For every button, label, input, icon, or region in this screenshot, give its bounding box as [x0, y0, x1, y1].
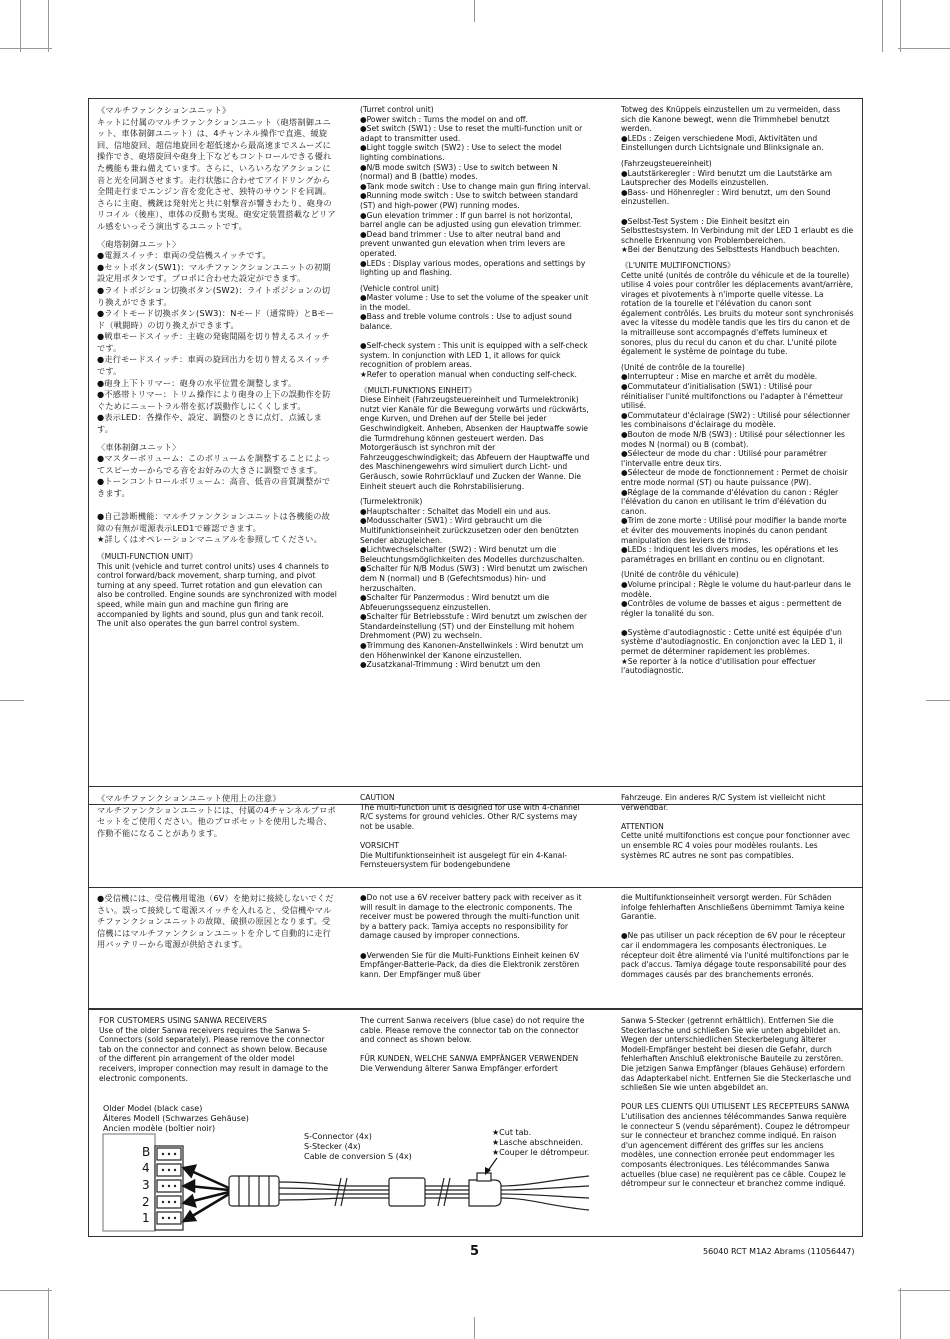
- crop-mark: [926, 700, 950, 701]
- en-vehicle-control: (Vehicle control unit) ●Master volume : Use to set the volume of the speaker unit in the model. ●Bass and treble volume controls : Use to adjust sound balance. ●Self-check system : This unit is equipped with a self-check system. In conjunction with LED 1, it allows for quick recognition of problem areas. ★Refer to operation manual when conducting self-check.: [360, 283, 589, 380]
- older-model-de: Älteres Modell (Schwarzes Gehäuse): [103, 1114, 249, 1123]
- battery-warning-fr-text: die Multifunktionseinheit versorgt werden. Für Schäden infolge fehlerhaften Anschließens übernimmt Tamiya keine Garantie. ●Ne pas utiliser un pack réception de 6V pour le récepteur car il endommagera les composants électroniques. Le récepteur doit être alimenté via l'unité multifonctions par le pack d'accus. Tamiya dégage toute responsabilité pour des dommages causés par des branchements erronés.: [621, 893, 849, 979]
- channel-label: 3: [142, 1178, 150, 1192]
- crop-mark: [898, 1290, 950, 1291]
- channel-label: B: [142, 1145, 151, 1159]
- crop-mark: [882, 0, 883, 52]
- jp-vehicle-control: 〈車体制御ユニット〉 ●マスターボリューム：このボリュームを調整することによってスピーカーからでる音をお好みの大きさに調整できます。 ●トーンコントロールボリューム：高音、低音の音質調整ができます。 ●自己診断機能：マルチファンクションユニットは各機能の故障の有無が電源表示LED1で確認できます。 ★詳しくはオペレーションマニュアルを参照してください。: [97, 441, 331, 545]
- fr-unite-multifonctions: 《L'UNITE MULTIFONCTIONS》 Cette unité (unités de contrôle du véhicule et de la tourelle) utilise 4 voies pour contrôler les déplacements avant/arrière, virages et pivotements à n'importe quelle vitesse. La rotation de la tourelle et l'élévation du canon sont également contrôlés. Les bruits du moteur sont synchronisés avec la vitesse du modèle tandis que les tirs du canon et de la mitrailleuse sont accompagnés d'effets lumineux et sonores, plus du recul du canon et du char. L'unité pilote également le système de pointage du tube.: [621, 260, 854, 357]
- crop-mark: [0, 1290, 52, 1291]
- s-connector-en: S-Connector (4x): [304, 1132, 372, 1141]
- s-connector: [229, 1173, 589, 1210]
- cut-tab-de: ★Lasche abschneiden.: [492, 1138, 584, 1147]
- column-german-french: [621, 105, 854, 797]
- fr-controle-tourelle: (Unité de contrôle de la tourelle) ●Interrupteur : Mise en marche et arrêt du modèle. ●Commutateur d'initialisation (SW1) : Utilisé pour réinitialiser l'unité multifonctions ou l'adapter à l'émetteur utilisé. ●Commutateur d'éclairage (SW2) : Utilisé pour sélectionner les combinaisons d'éclairage du modèle. ●Bouton de mode N/B (SW3) : Utilisé pour sélectionner les modes N (normal) ou B (combat). ●Sélecteur de mode du char : Utilisé pour paramétrer l'intervalle entre deux tirs. ●Sélecteur de mode de fonctionnement : Permet de choisir entre mode normal (ST) ou haute puissance (PW). ●Réglage de la commande d'élévation du canon : Régler l'élévation du canon en utilisant le trim d'élévation du canon. ●Trim de zone morte : Utilisé pour modifier la bande morte et éviter des mouvements inopinés du canon pendant manipulation des leviers de trims. ●LEDs : Indiquent les divers modes, les opérations et les paramétrages en brillant en continu ou en clignotant.: [621, 362, 851, 564]
- fr-controle-vehicule: (Unité de contrôle du véhicule) ●Volume principal : Règle le volume du haut-parleur dans le modèle. ●Contrôles de volume de basses et aigus : permettent de régler la tonalité du son. ●Système d'autodiagnostic : Cette unité est équipée d'un système d'autodiagnostic. En conjonction avec la LED 1, il permet de déterminer rapidement les problèmes. ★Se reporter à la notice d'utilisation pour effectuer l'autodiagnostic.: [621, 570, 851, 676]
- cut-tab-en: ★Cut tab.: [492, 1128, 532, 1137]
- de-multi-funktions-einheit: 《MULTI-FUNKTIONS EINHEIT》 Diese Einheit (Fahrzeugsteuereinheit und Turmelektronik) nutzt vier Kanäle für die Bewegung vorwärts und rückwärts, enge Kurven, und Drehen auf der Stelle bei jeder Geschwindigkeit. Anheben, Absenken der Hauptwaffe sowie die Turmdrehung können gesteuert werden. Das Motorgeräusch ist synchron mit der Fahrzeuggeschwindigkeit; das Abfeuern der Hauptwaffe und des Maschinengewehrs wird simuliert durch Licht- und Geräusch, sowie Rohrrücklauf und Zucken der Wanne. Die Einheit steuert auch die Rohrstabilisierung.: [360, 385, 590, 491]
- de-fahrzeugsteuereinheit: (Fahrzeugsteuereinheit) ●Lautstärkeregler : Wird benutzt um die Lautstärke am Lautsprecher des Modells einzustellen. ●Bass- und Höhenregler : Wird benutzt, um den Sound einzustellen. ●Selbst-Test System : Die Einheit besitzt ein Selbsttestsystem. In Verbindung mit der LED 1 erlaubt es die schnelle Erkennung von Problembereichen. ★Bei der Benutzung des Selbsttests Handbuch beachten.: [621, 158, 854, 255]
- crop-mark: [48, 0, 49, 52]
- crop-mark: [48, 1288, 49, 1339]
- caution-de-fr: [621, 793, 854, 885]
- crop-mark: [0, 48, 52, 49]
- caution-jp-text: 《マルチファンクションユニット使用上の注意》 マルチファンクションユニットには、付属の4チャンネルプロポセットをご使用ください。他のプロポセットを使用した場合、作動不能になることがあります。: [97, 793, 336, 838]
- en-multi-function-unit: 《MULTI-FUNCTION UNIT》 This unit (vehicle and turret control units) uses 4 channels to control forward/back movement, sharp turning, and pivot turning at any speed. Turret rotation and gun elevation can also be controlled. Engine sounds are synchronized with model speed, while main gun and machine gun firing are accompanied by lights and sound, plus gun and tank recoil. The unit also operates the gun barrel control system.: [97, 551, 337, 629]
- s-connector-diagram: [89, 1010, 619, 1236]
- s-connector-de: S-Stecker (4x): [304, 1142, 361, 1151]
- sanwa-en-text: FOR CUSTOMERS USING SANWA RECEIVERS Use of the older Sanwa receivers requires the Sanwa S-Connectors (sold separately). Please remove the connector tab on the connector and connect as shown below. Because of the different pin arrangement of the older model receivers, improper connection may result in damage to the electronic components.: [99, 1016, 328, 1083]
- sanwa-receivers-panel: [88, 1009, 863, 1237]
- de-turmelektronik: (Turmelektronik) ●Hauptschalter : Schaltet das Modell ein und aus. ●Modusschalter (SW1) : Wird gebraucht um die Multifunktionseinheit zurückzusetzen oder den benützten Sender abzugleichen. ●Lichtwechselschalter (SW2) : Wird benutzt um die Beleuchtungsmöglichkeiten des Modelles durchzuschalten. ●Schalter für N/B Modus (SW3) : Wird benutzt um zwischen dem N (normal) und B (Gefechtsmodus) hin- und herzuschalten. ●Schalter für Panzermodus : Wird benutzt um die Abfeuerungssequenz einzustellen. ●Schalter für Betriebsstufe : Wird benutzt um zwischen der Standardeinstellung (ST) und der Einstellung mit hohem Drehmoment (PW) zu wechseln. ●Trimmung des Kanonen-Anstellwinkels : Wird benutzt um den Höhenwinkel der Kanone einzustellen. ●Zusatzkanal-Trimmung : Wird benutzt um den: [360, 497, 588, 670]
- page-number: 5: [470, 1244, 480, 1259]
- caution-panel: [88, 786, 863, 1009]
- jp-intro: 《マルチファンクションユニット》 キットに付属のマルチファンクションユニット（砲塔制御ユニット、車体制御ユニット）は、4チャンネル操作で直進、緩旋回、信地旋回、超信地旋回を超低速から最高速までスムーズに操作でき、砲塔旋回や砲身上下などもコントロールできる優れた機能も兼ね備えています。さらに、いろいろなアクションに音と光を同調させます。走行状態に合わせてアイドリングから全開走行までエンジン音を変化させ、独特のサウンドを同調。さらに主砲、機銃は発射光と共に射撃音が響きわたり、砲身のリコイル（後座）、車体の反動も実現。砲安定装置搭載などリアル感をいっそう演出するユニットです。: [97, 105, 336, 231]
- sanwa-de-fr: [621, 1016, 854, 1230]
- channel-label: 1: [142, 1211, 150, 1225]
- multi-function-unit-panel: [88, 98, 863, 805]
- column-english-german: [360, 105, 591, 797]
- older-model-fr: Ancien modèle (boîtier noir): [103, 1124, 216, 1133]
- cut-tab-fr: ★Couper le détrompeur.: [492, 1148, 590, 1157]
- older-model-en: Older Model (black case): [103, 1104, 203, 1113]
- caution-en-de: [360, 793, 591, 885]
- arrows: [184, 1166, 229, 1221]
- channel-label: 2: [142, 1195, 150, 1209]
- crop-mark: [898, 48, 950, 49]
- channel-label: 4: [142, 1161, 150, 1175]
- crop-mark: [900, 0, 901, 52]
- crop-mark: [474, 1317, 475, 1339]
- sanwa-de-text: The current Sanwa receivers (blue case) do not require the cable. Please remove the connector tab on the connector and connect as shown below. FÜR KUNDEN, WELCHE SANWA EMPFÄNGER VERWENDEN Die Verwendung älterer Sanwa Empfänger erfordert: [360, 1016, 585, 1073]
- battery-warning-en-text: ●Do not use a 6V receiver battery pack with receiver as it will result in damage to the electronic components. The receiver must be powered through the multi-function unit by a battery pack. Tamiya accepts no responsibility for damage caused by improper connections. ●Verwenden Sie für die Multi-Funktions Einheit keinen 6V Empfänger-Batterie-Pack, da dies die Elektronik zerstören kann. Der Empfänger muß über: [360, 893, 582, 979]
- product-code: 56040 RCT M1A2 Abrams (11056447): [703, 1247, 855, 1256]
- crop-mark: [0, 700, 24, 701]
- battery-warning-jp-text: ●受信機には、受信機用電池（6V）を絶対に接続しないでください。誤って接続して電源スイッチを入れると、受信機やマルチファンクションユニットの故障、破損の原因となります。受信機にはマルチファンクションユニットを介して自動的に走行用バッテリーから電源が供給されます。: [97, 893, 334, 950]
- battery-warning-jp: [97, 893, 337, 1003]
- crop-mark: [20, 0, 21, 52]
- s-connector-fr: Cable de conversion S (4x): [304, 1152, 412, 1161]
- sanwa-fr-text: Sanwa S-Stecker (getrennt erhältlich). Entfernen Sie die Steckerlasche und schließen Sie wie unten abgebildet an. Wegen der unterschiedlichen Steckerbelegung älterer Modell-Empfänger besteht bei diesen die Gefahr, durch fehlerhaften Anschluß elektronische Bauteile zu zerstören. Die jetzigen Sanwa Empfänger (blaues Gehäuse) erfordern das Adapterkabel nicht. Entfernen Sie die Steckerlasche und schließen Sie wie unten abgebildet an. POUR LES CLIENTS QUI UTILISENT LES RECEPTEURS SANWA L'utilisation des anciennes télécommandes Sanwa requière le connecteur S (vendu séparément). Coupez le détrompeur sur le connecteur et branchez comme indiqué. En raison d'un agencement différent des griffes sur les anciens modèles, une connection erronée peut endommager les composants électroniques. Les télécommandes Sanwa actuelles (blue case) ne requièrent pas ce câble. Coupez le détrompeur sur le connecteur et branchez comme indiqué.: [621, 1016, 852, 1189]
- de-totweg: Totweg des Knüppels einzustellen um zu vermeiden, dass sich die Kanone bewegt, wenn die Trimmhebel benutzt werden. ●LEDs : Zeigen verschiedene Modi, Aktivitäten und Einstellungen durch Lichtsignale und Blinksignale an.: [621, 105, 841, 153]
- crop-mark: [900, 1288, 901, 1339]
- crop-mark: [474, 0, 475, 22]
- caution-jp: [97, 793, 337, 885]
- en-turret-control: (Turret control unit) ●Power switch : Turns the model on and off. ●Set switch (SW1) : Use to reset the multi-function unit or adapt to transmitter used. ●Light toggle switch (SW2) : Use to select the model lighting combinations. ●N/B mode switch (SW3) : Use to switch between N (normal) and B (battle) modes. ●Tank mode switch : Use to change main gun firing interval. ●Running mode switch : Use to switch between standard (ST) and high-power (PW) running modes. ●Gun elevation trimmer : If gun barrel is not horizontal, barrel angle can be adjusted using gun elevation trimmer. ●Dead band trimmer : Use to alter neutral band and prevent unwanted gun elevation when trim levers are operated. ●LEDs : Display various modes, operations and settings by lighting up and flashing.: [360, 105, 591, 278]
- receiver-block: [103, 1134, 183, 1231]
- battery-warning-de-fr: [621, 893, 854, 1003]
- caution-en-text: CAUTION The multi-function unit is designed for use with 4-channel R/C systems for ground vehicles. Other R/C systems may not be usable. VORSICHT Die Multifunktionseinheit ist ausgelegt für ein 4-Kanal-Fernsteuersystem für bodengebundene: [360, 793, 580, 870]
- battery-warning-en-de: [360, 893, 591, 1003]
- divider: [89, 887, 862, 888]
- caution-fr-text: Fahrzeuge. Ein anderes R/C System ist vielleicht nicht verwendbar. ATTENTION Cette unité multifonctions est conçue pour fonctionner avec un ensemble RC 4 voies pour modèles roulants. Les systèmes RC autres ne sont pas compatibles.: [621, 793, 850, 860]
- jp-turret-control: 〈砲塔制御ユニット〉 ●電源スイッチ：車両の受信機スイッチです。 ●セットボタン(SW1)：マルチファンクションユニットの初期設定用ボタンです。プロポに合わせた設定ができます。 ●ライトポジション切換ボタン(SW2)：ライトポジションの切り換えができます。 ●ライトモード切換ボタン(SW3)：Nモード（通常時）とBモード（戦闘時）の切り換えができます。 ●戦車モードスイッチ：主砲の発砲間隔を切り替えるスイッチです。 ●走行モードスイッチ：車両の旋回出力を切り替えるスイッチです。 ●砲身上下トリマー：砲身の水平位置を調整します。 ●不感帯トリマー：トリム操作により砲身の上下の誤動作を防ぐためにニュートラル帯を拡げ誤動作しにくくします。 ●表示LED：各操作や、設定、調整のときに点灯、点滅します。: [97, 238, 335, 435]
- column-japanese: [97, 105, 337, 797]
